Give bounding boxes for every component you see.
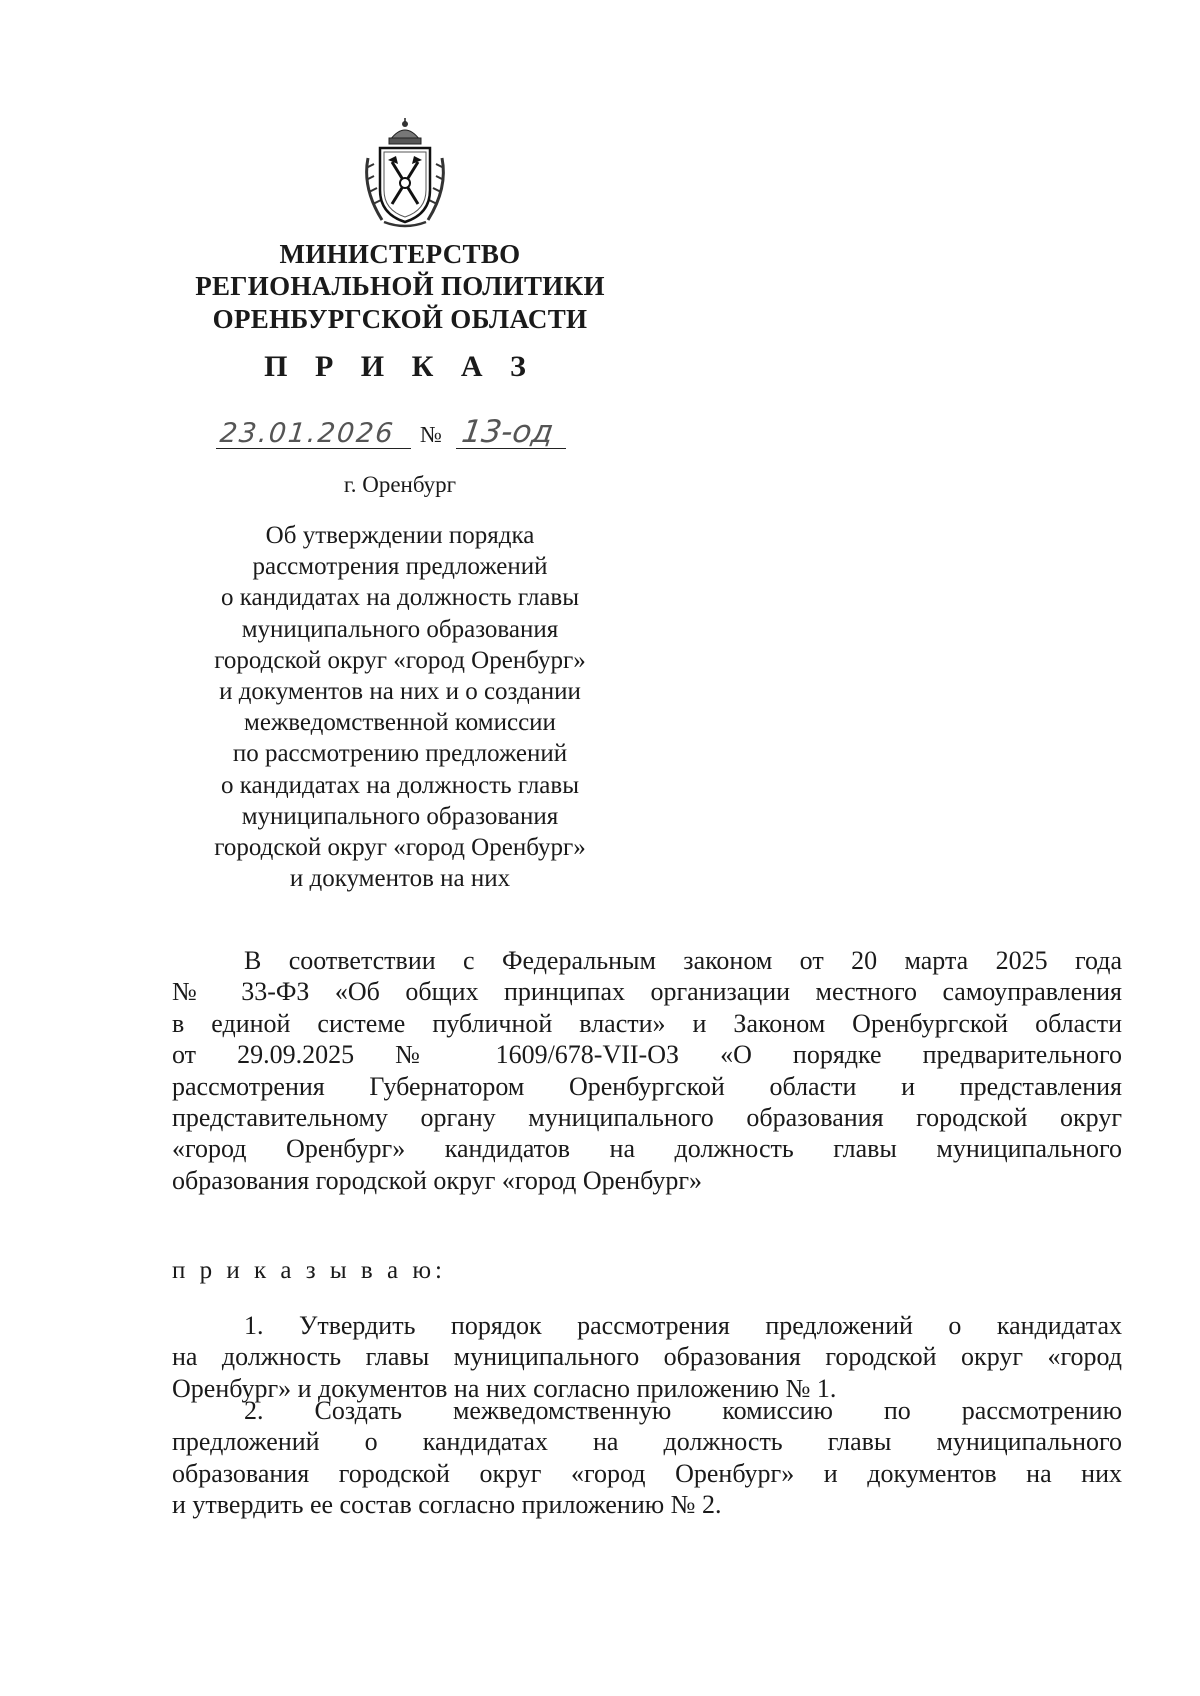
item-2-line: 2. Создать межведомственную комиссию по рассмотрению (244, 1396, 1122, 1425)
preamble-line: образования городской округ «город Оренбург» (172, 1165, 702, 1195)
ministry-name-line2: РЕГИОНАЛЬНОЙ ПОЛИТИКИ (195, 271, 605, 301)
coat-of-arms-icon (360, 118, 450, 230)
number-underline (456, 448, 566, 449)
order-item-2 (172, 1395, 1122, 1521)
city-of-issue: г. Оренбург (343, 472, 457, 497)
order-subject (170, 520, 630, 894)
order-date: 23.01.2026 (218, 418, 397, 449)
item-1-line: на должность главы муниципального образования городской округ «город (172, 1342, 1122, 1372)
subject-line: межведомственной комиссии (244, 709, 556, 737)
preamble-line: рассмотрения Губернатором Оренбургской области и представления (172, 1071, 1122, 1101)
subject-line: муниципального образования (241, 615, 559, 643)
ministry-name-line3: ОРЕНБУРГСКОЙ ОБЛАСТИ (212, 304, 588, 334)
subject-line: о кандидатах на должность главы (220, 771, 580, 799)
subject-line: о кандидатах на должность главы (220, 584, 580, 612)
ministry-name-line1: МИНИСТЕРСТВО (279, 239, 521, 269)
subject-line: городской округ «город Оренбург» (214, 646, 586, 674)
subject-line: и документов на них (289, 865, 511, 893)
subject-line: и документов на них и о создании (219, 678, 581, 706)
item-1-line: 1. Утвердить порядок рассмотрения предложений о кандидатах (244, 1311, 1122, 1340)
preamble-line: от 29.09.2025 № 1609/678-VII-ОЗ «О порядке предварительного (172, 1040, 1122, 1070)
item-2-line: предложений о кандидатах на должность главы муниципального (172, 1427, 1122, 1457)
preamble-line: представительному органу муниципального образования городской округ (172, 1102, 1122, 1132)
subject-line: муниципального образования (241, 802, 559, 830)
preamble-line: В соответствии с Федеральным законом от 20 марта 2025 года (244, 946, 1122, 975)
item-1-line: Оренбург» и документов на них согласно приложению № 1. (172, 1373, 837, 1403)
preamble-line: «город Оренбург» кандидатов на должность главы муниципального (172, 1134, 1122, 1164)
order-number: 13-од (459, 414, 556, 450)
preamble-line: в единой системе публичной власти» и Законом Оренбургской области (172, 1008, 1122, 1038)
date-underline (216, 448, 411, 449)
preamble-line: № 33-ФЗ «Об общих принципах организации местного самоуправления (172, 977, 1122, 1007)
item-2-line: и утвердить ее состав согласно приложению № 2. (172, 1490, 722, 1520)
order-word: п р и к а з ы в а ю: (172, 1257, 446, 1284)
subject-line: рассмотрения предложений (252, 553, 548, 581)
item-2-line: образования городской округ «город Оренбург» и документов на них (172, 1458, 1122, 1488)
preamble-paragraph (172, 945, 1122, 1196)
subject-line: городской округ «город Оренбург» (214, 834, 586, 862)
subject-line: по рассмотрению предложений (232, 740, 568, 768)
document-type-title: П Р И К А З (264, 350, 536, 383)
number-sign: № (420, 422, 442, 447)
order-item-1 (172, 1310, 1122, 1404)
subject-line: Об утверждении порядка (265, 522, 535, 549)
